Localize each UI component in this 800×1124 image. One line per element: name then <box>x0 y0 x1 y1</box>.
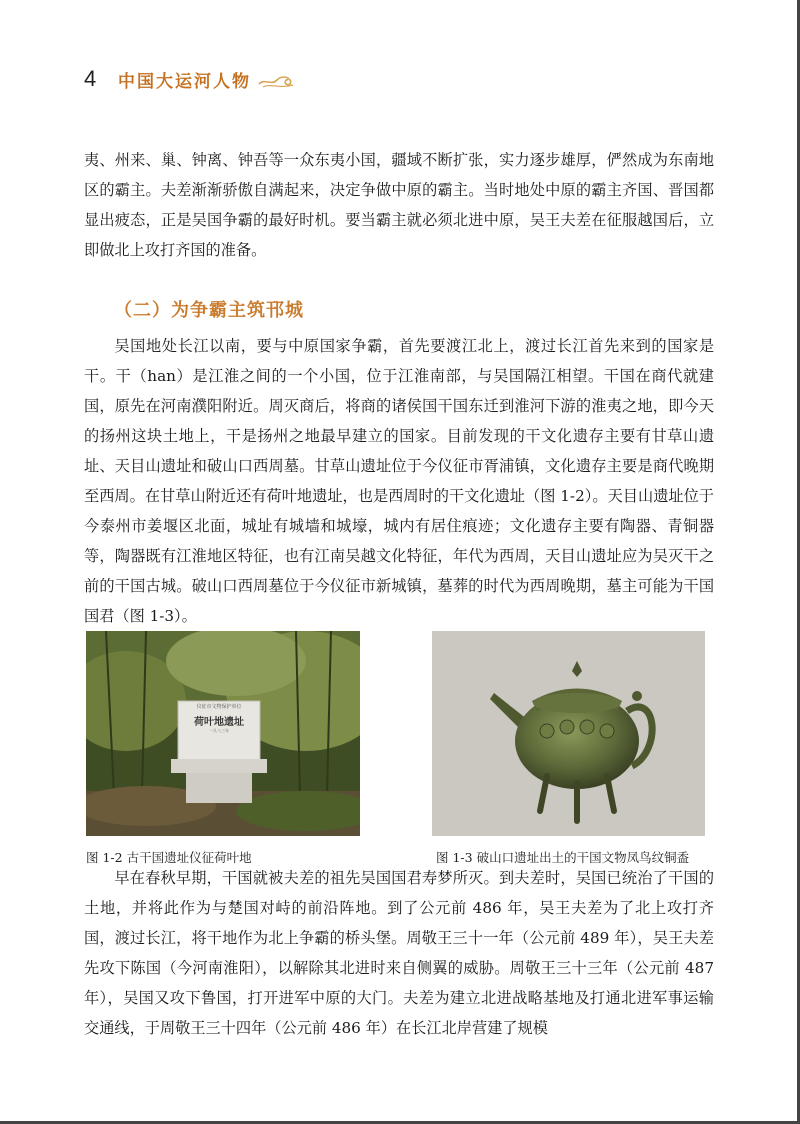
book-title: 中国大运河人物 <box>118 71 251 92</box>
photo-heyedi-site <box>86 631 360 836</box>
paragraph-main <box>84 331 714 631</box>
paragraph-continued <box>84 145 714 265</box>
cloud-ornament-icon <box>257 68 297 90</box>
paragraph-text: 吴国地处长江以南，要与中原国家争霸，首先要渡江北上，渡过长江首先来到的国家是干。干（han）是江淮之间的一个小国，位于江淮南部，与吴国隔江相望。干国在商代就建国，原先在河南濮阳附近。周灭商后，将商的诸侯国干国东迁到淮河下游的淮夷之地，即今天的扬州这块土地上，干是扬州之地最早建立的国家。目前发现的干文化遗存主要有甘草山遗址、天目山遗址和破山口西周墓。甘草山遗址位于今仪征市胥浦镇，文化遗存主要是商代晚期至西周。在甘草山附近还有荷叶地遗址，也是西周时的干文化遗址（图 1-2）。天目山遗址位于今泰州市姜堰区北面，城址有城墙和城壕，城内有居住痕迹；文化遗存主要有陶器、青铜器等，陶器既有江淮地区特征，也有江南吴越文化特征，年代为西周，天目山遗址应为吴灭干之前的干国古城。破山口西周墓位于今仪征市新城镇，墓葬的时代为西周晚期，墓主可能为干国国君（图 1-3）。 <box>84 337 714 625</box>
figure-caption-1-2: 图 1-2 古干国遗址仪征荷叶地 <box>86 850 252 865</box>
stele-title-text: 荷叶地遗址 <box>194 717 244 728</box>
bronze-vessel-illustration <box>432 631 705 836</box>
paragraph-text: 夷、州来、巢、钟离、钟吾等一众东夷小国，疆域不断扩张，实力逐步雄厚，俨然成为东南地区的霸主。夫差渐渐骄傲自满起来，决定争做中原的霸主。当时地处中原的霸主齐国、晋国都显出疲态，正是吴国争霸的最好时机。要当霸主就必须北进中原，吴王夫差在征服越国后，立即做北上攻打齐国的准备。 <box>84 151 714 259</box>
photo-bronze-he-vessel <box>432 631 705 836</box>
figure-caption-1-3: 图 1-3 破山口遗址出土的干国文物凤鸟纹铜盉 <box>436 850 690 865</box>
stele-small-text: 一九八三年 <box>209 728 229 733</box>
section-heading: （二）为争霸主筑邗城 <box>114 300 304 321</box>
paragraph-bottom <box>84 863 714 1043</box>
running-header <box>84 64 724 94</box>
page-number: 4 <box>84 66 97 91</box>
stele-header-text: 仪征市文物保护单位 <box>196 704 242 710</box>
paragraph-text: 早在春秋早期，干国就被夫差的祖先吴国国君寿梦所灭。到夫差时，吴国已统治了干国的土地，并将此作为与楚国对峙的前沿阵地。到了公元前 486 年，吴王夫差为了北上攻打齐国，渡过长江，将干地作为北上争霸的桥头堡。周敬王三十一年（公元前 489 年），吴王夫差先攻下陈国（今河南淮阳），以解除其北进时来自侧翼的威胁。周敬王三十三年（公元前 487 年），吴国又攻下鲁国，打开进军中原的大门。夫差为建立北进战略基地及打通北进军事运输交通线，于周敬王三十四年（公元前 486 年）在长江北岸营建了规模 <box>84 869 714 1037</box>
